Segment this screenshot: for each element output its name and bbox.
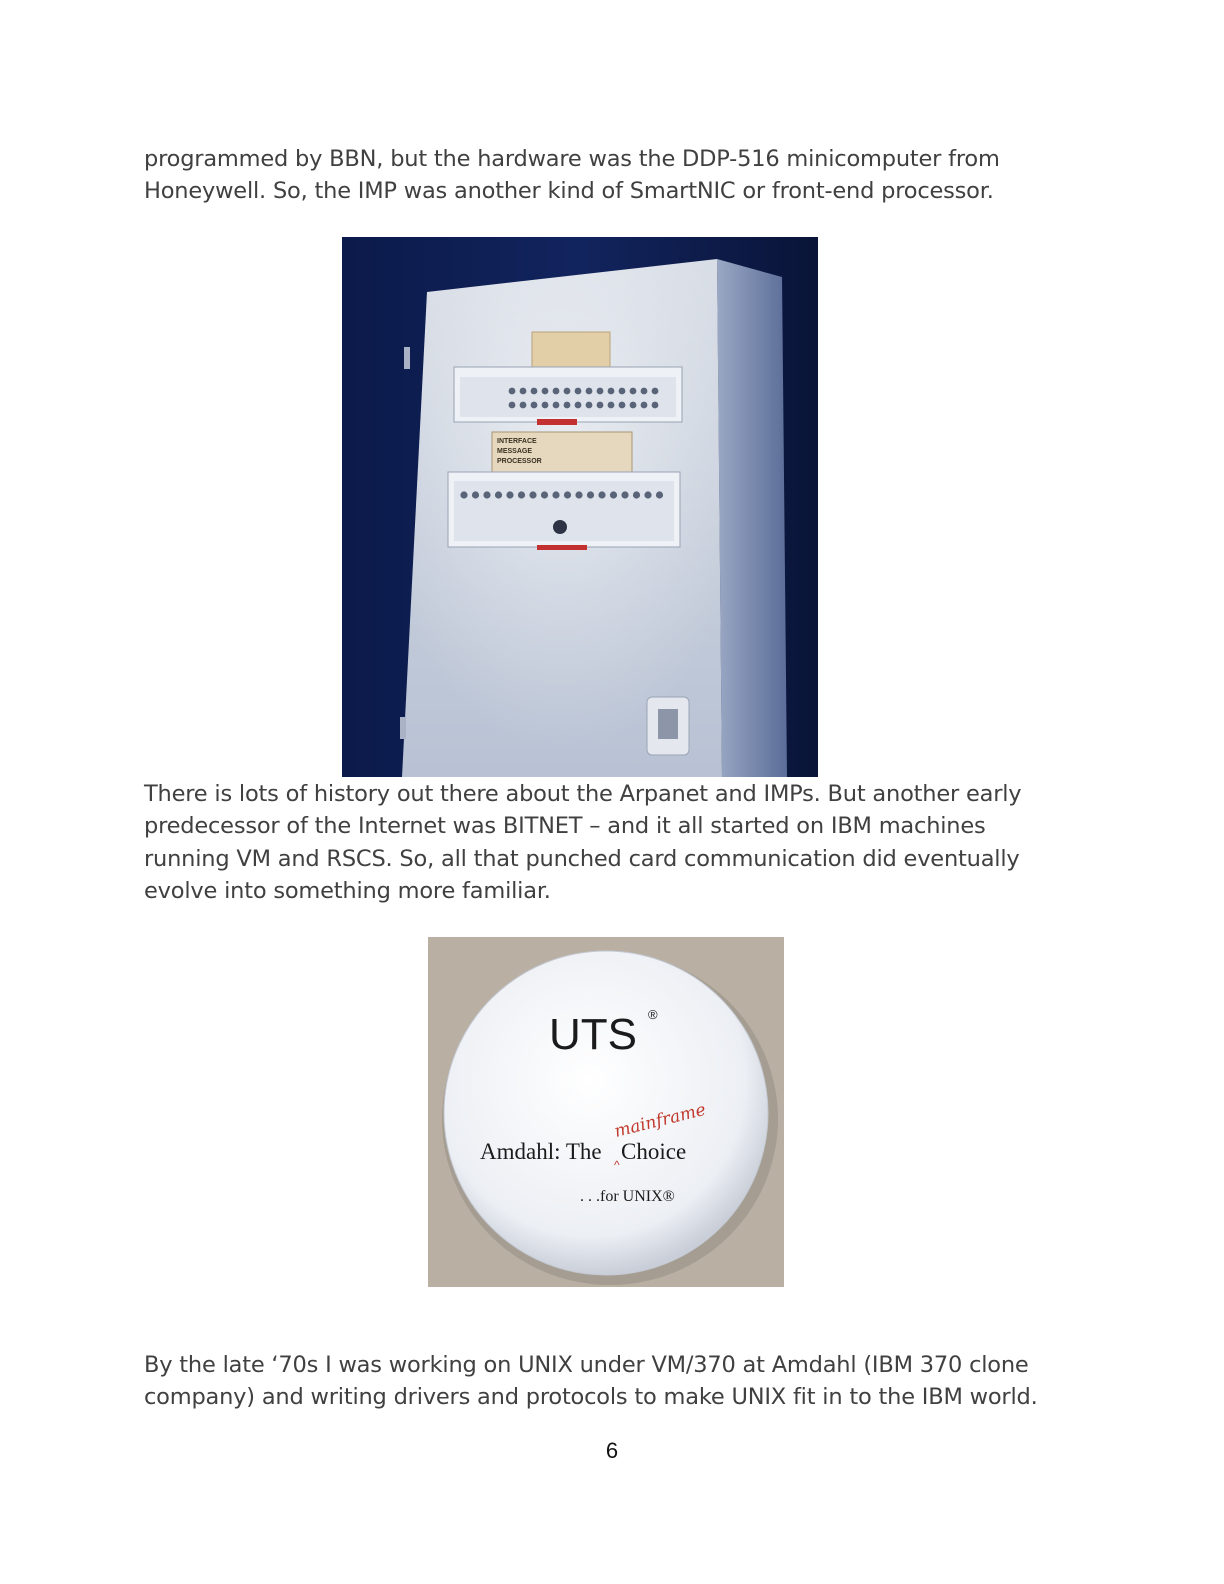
text-line: company) and writing drivers and protocols to make UNIX fit in to the IBM world. [144,1384,1038,1411]
panel-knob [619,402,626,409]
panel-knob [509,388,516,395]
panel-knob [542,402,549,409]
panel-switch [460,491,467,498]
page-number: 6 [605,1438,619,1463]
panel-knob [630,388,637,395]
text-line: predecessor of the Internet was BITNET – and it all started on IBM machines [144,813,986,840]
text-line: evolve into something more familiar. [144,877,551,904]
panel-switch [483,491,490,498]
paragraph-amdahl-unix [144,1349,1084,1414]
button-footer: . . .for UNIX® [580,1188,675,1205]
imp-cabinet-photo [342,237,818,777]
panel-knob [509,402,516,409]
slogan-left: Amdahl: The [480,1139,602,1164]
paragraph-imp-hardware [144,143,1084,208]
panel-knob [531,402,538,409]
panel-knob [520,388,527,395]
panel-label-line: INTERFACE [497,438,537,445]
panel-knob [652,402,659,409]
text-line: By the late ‘70s I was working on UNIX under VM/370 at Amdahl (IBM 370 clone [144,1352,1029,1378]
panel-knob [520,402,527,409]
panel-knob [641,388,648,395]
panel-knob [553,388,560,395]
panel-knob [531,388,538,395]
panel-knob [586,402,593,409]
panel-switch [552,491,559,498]
panel-switch [495,491,502,498]
panel-switch [610,491,617,498]
panel-switch [633,491,640,498]
text-line: Honeywell. So, the IMP was another kind of SmartNIC or front-end processor. [144,178,994,205]
panel-knob [641,402,648,409]
panel-switch [656,491,663,498]
panel-label-line: MESSAGE [497,448,533,455]
panel-knob [608,402,615,409]
uts-button-photo [428,937,784,1287]
panel-knob [597,388,604,395]
panel-knob [564,388,571,395]
uts-logo-text: UTS [549,1010,637,1059]
insert-caret: ^ [614,1158,620,1172]
panel-switch [598,491,605,498]
paragraph-bitnet [144,778,1084,907]
panel-knob [586,388,593,395]
panel-switch [575,491,582,498]
panel-knob [575,388,582,395]
panel-knob [575,402,582,409]
panel-switch [621,491,628,498]
text-line: running VM and RSCS. So, all that punched card communication did eventually [144,845,1020,872]
panel-knob [542,388,549,395]
panel-switch [529,491,536,498]
panel-knob [619,388,626,395]
panel-knob [608,388,615,395]
panel-knob [630,402,637,409]
slogan-right: Choice [621,1139,687,1164]
text-line: There is lots of history out there about the Arpanet and IMPs. But another early [144,781,1022,807]
panel-knob [652,388,659,395]
panel-switch [587,491,594,498]
panel-switch [472,491,479,498]
registered-mark: ® [648,1007,658,1022]
panel-switch [644,491,651,498]
panel-knob [553,402,560,409]
panel-switch [506,491,513,498]
panel-switch [518,491,525,498]
handwritten-insert: mainframe [612,1099,708,1142]
panel-knob [597,402,604,409]
panel-switch [541,491,548,498]
panel-knob [564,402,571,409]
panel-label-line: PROCESSOR [497,458,542,465]
panel-switch [564,491,571,498]
text-line: programmed by BBN, but the hardware was the DDP-516 minicomputer from [144,146,1000,172]
